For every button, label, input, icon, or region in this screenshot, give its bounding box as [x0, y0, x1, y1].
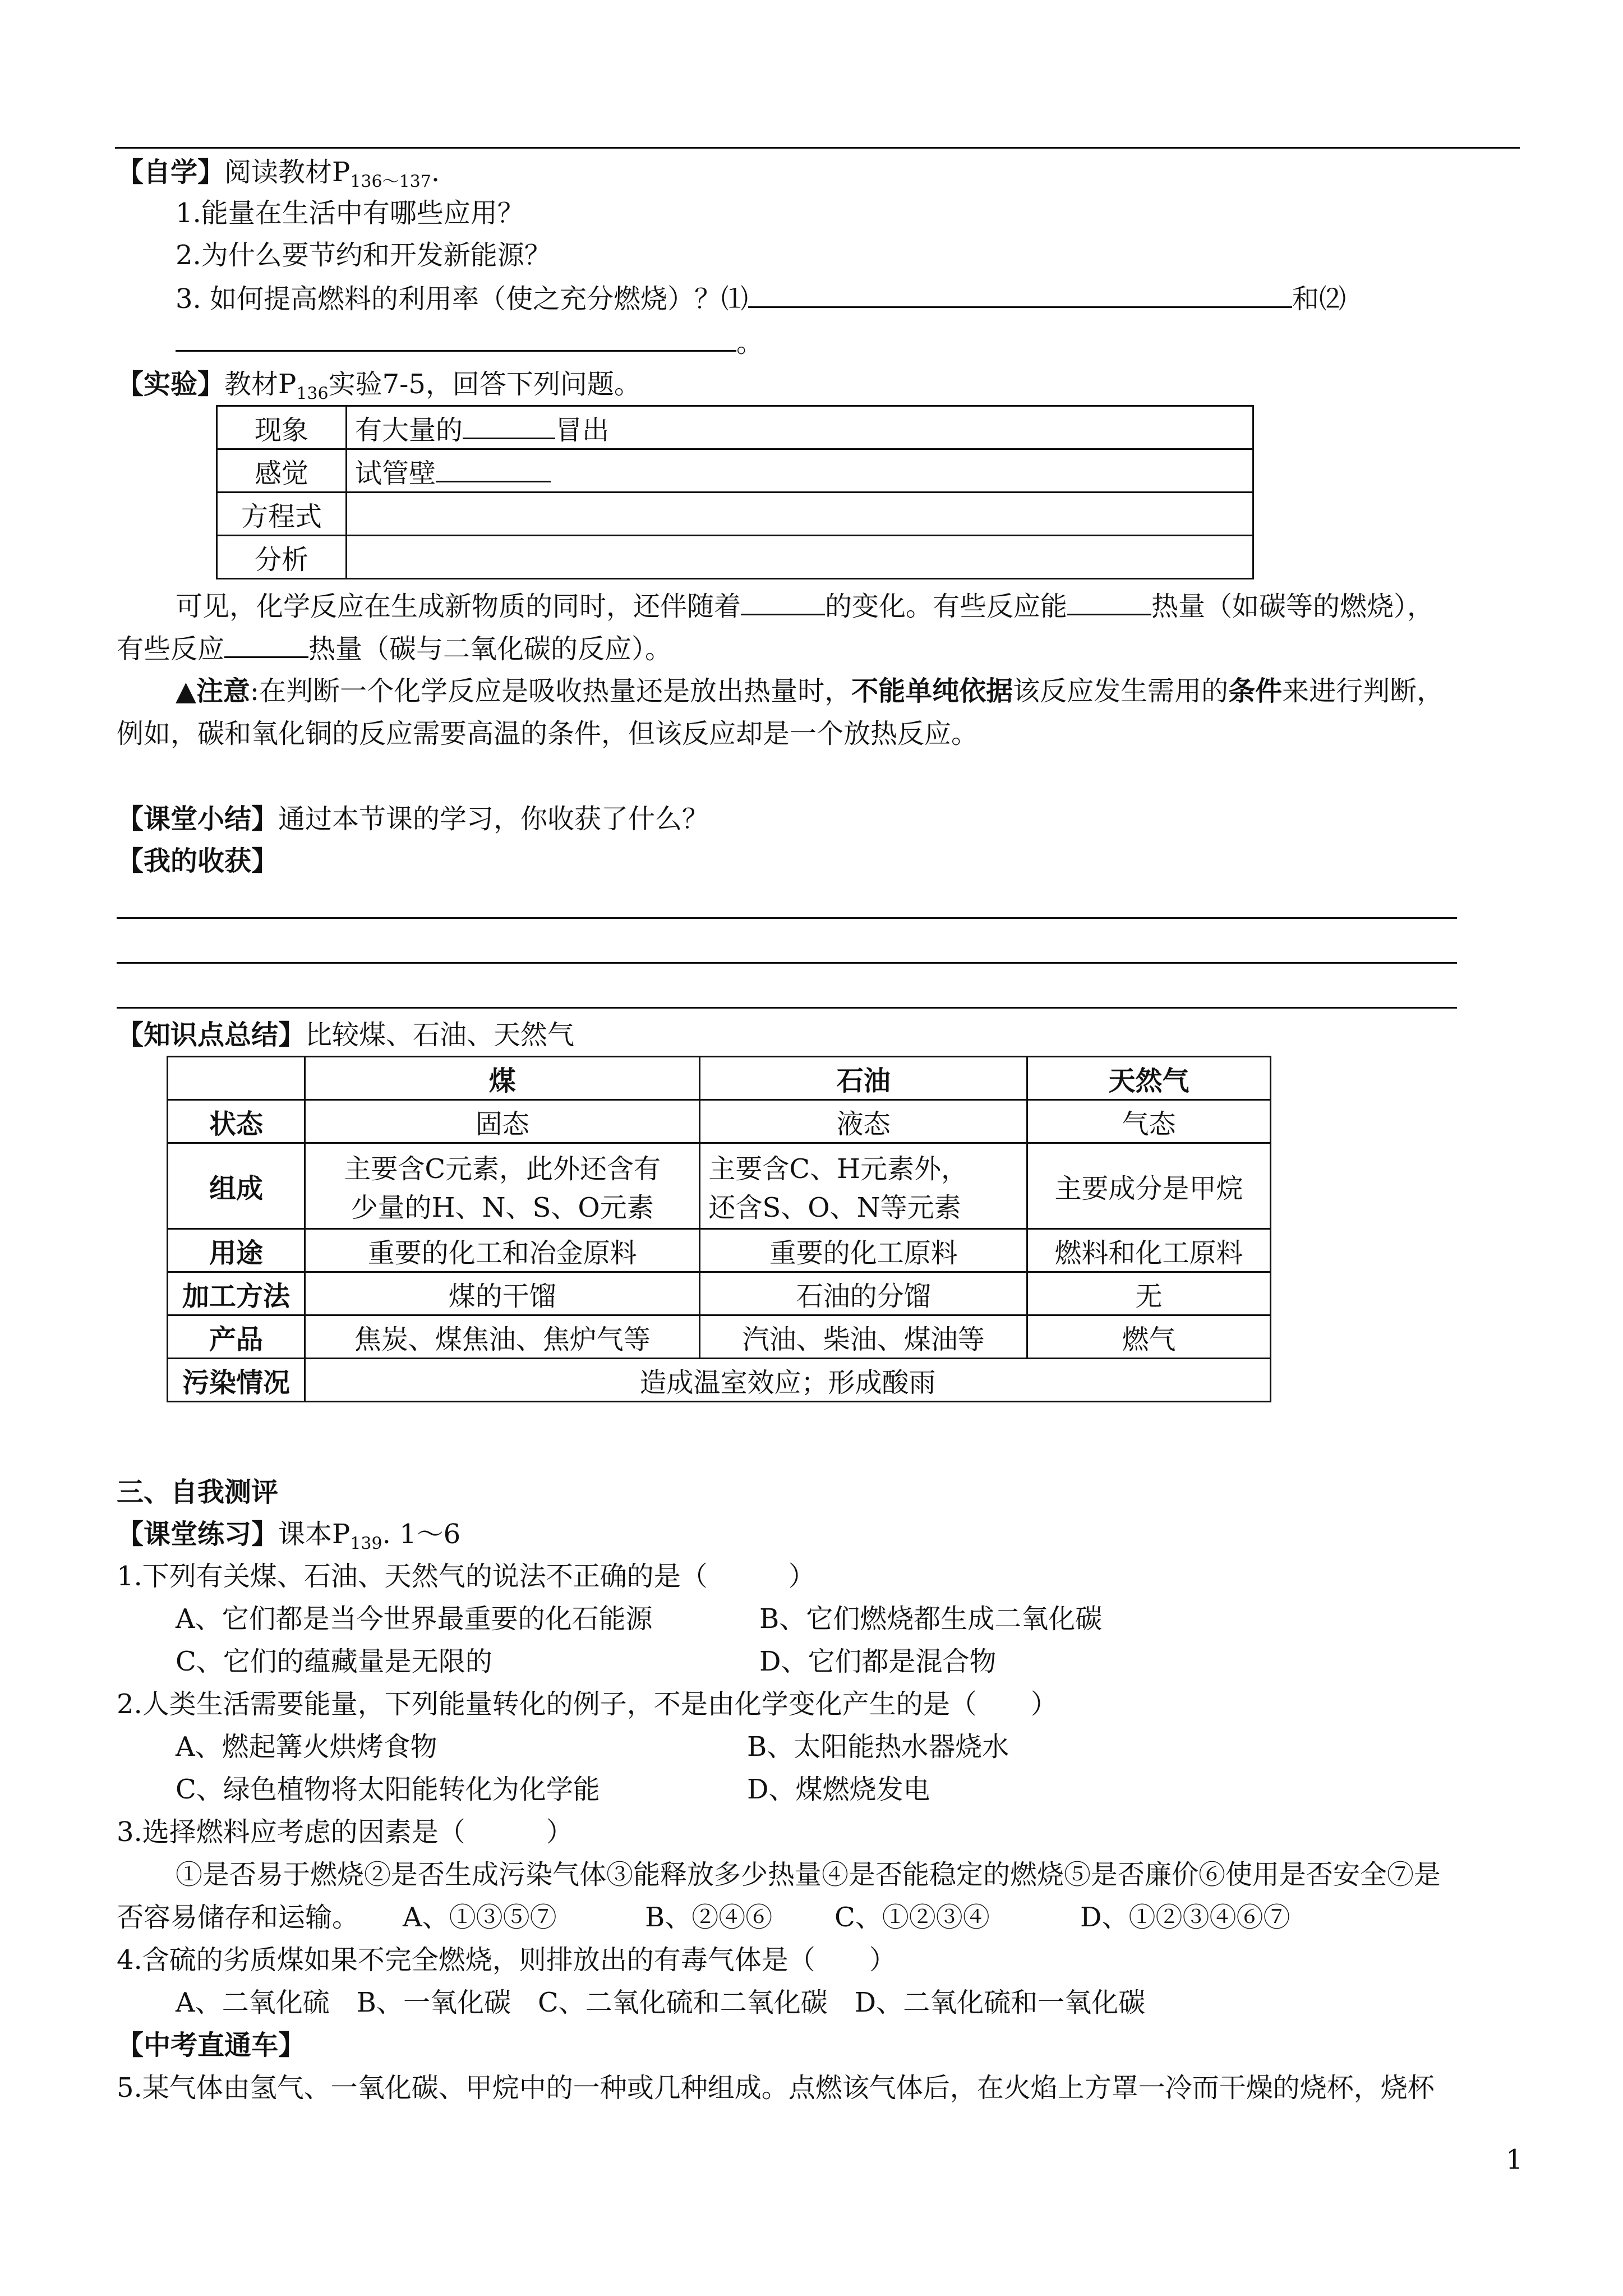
option[interactable]: D、①②③④⑥⑦: [1080, 1902, 1290, 1933]
answer-blank[interactable]: [224, 632, 308, 658]
option[interactable]: A、它们都是当今世界最重要的化石能源: [176, 1603, 653, 1635]
row-label: 用途: [168, 1229, 305, 1272]
experiment-intro-b: 实验7-5，回答下列问题。: [328, 369, 641, 400]
table-row: [168, 1272, 1271, 1315]
self-study-q3-text: 3. 如何提高燃料的利用率（使之充分燃烧）？⑴: [176, 283, 749, 315]
row-label: 产品: [168, 1315, 305, 1359]
question-4: 4.含硫的劣质煤如果不完全燃烧，则排放出的有毒气体是（ ）: [117, 1944, 896, 1976]
harvest-tag: 【我的收获】: [117, 845, 279, 877]
question-3: 3.选择燃料应考虑的因素是（ ）: [117, 1816, 573, 1848]
row-label: 组成: [168, 1143, 305, 1229]
note-tag: ▲注意: [176, 675, 250, 707]
option[interactable]: C、它们的蕴藏量是无限的: [176, 1646, 492, 1677]
table-cell: 重要的化工和冶金原料: [305, 1229, 700, 1272]
exam-tag: 【中考直通车】: [117, 2030, 306, 2061]
table-row: [168, 1229, 1271, 1272]
option[interactable]: B、②④⑥: [645, 1902, 773, 1933]
self-study-pages: 136～137: [350, 172, 431, 192]
self-study-q1: 1.能量在生活中有哪些应用？: [176, 197, 524, 229]
experiment-line: [117, 367, 641, 411]
self-study-q3: [176, 282, 1346, 316]
top-rule: [115, 147, 1520, 149]
answer-blank[interactable]: [436, 456, 551, 482]
answer-blank[interactable]: [741, 589, 825, 615]
section-heading: 三、自我测评: [117, 1476, 279, 1508]
table-cell[interactable]: [347, 536, 1253, 579]
table-cell: 气态: [1027, 1100, 1271, 1143]
knowledge-tag: 【知识点总结】: [117, 1019, 306, 1051]
question-3-factors-cont: 否容易储存和运输。: [117, 1902, 359, 1933]
table-cell: 主要成分是甲烷: [1027, 1143, 1271, 1229]
row-label: 方程式: [217, 493, 347, 536]
header-cell: 天然气: [1027, 1057, 1271, 1100]
self-study-q3-end: 。: [736, 327, 764, 358]
table-cell: 液态: [700, 1100, 1027, 1143]
writing-line[interactable]: [117, 1007, 1457, 1009]
table-row: [168, 1359, 1271, 1402]
table-row: [217, 536, 1253, 579]
experiment-page: 136: [296, 384, 329, 404]
table-cell: 造成温室效应；形成酸雨: [305, 1359, 1271, 1402]
note-line-2: 例如，碳和氧化铜的反应需要高温的条件，但该反应却是一个放热反应。: [117, 718, 979, 749]
question-3-factors: ①是否易于燃烧②是否生成污染气体③能释放多少热量④是否能稳定的燃烧⑤是否廉价⑥使用是否安全⑦是: [176, 1859, 1441, 1890]
self-study-intro: 阅读教材P: [224, 157, 351, 188]
table-cell: 试管壁: [347, 449, 1253, 493]
page-number: 1: [1506, 2144, 1523, 2175]
table-cell: 主要含C、H元素外， 还含S、O、N等元素: [700, 1143, 1027, 1229]
option[interactable]: C、①②③④: [834, 1902, 990, 1933]
option[interactable]: D、煤燃烧发电: [747, 1774, 930, 1805]
self-study-line: 【自学】阅读教材$P_{136\sim 137}$.: [117, 157, 440, 192]
table-cell: 固态: [305, 1100, 700, 1143]
row-label: 现象: [217, 406, 347, 449]
knowledge-table: [167, 1056, 1271, 1402]
table-cell: 煤的干馏: [305, 1272, 700, 1315]
table-cell: 有大量的 冒出: [347, 406, 1253, 449]
knowledge-line: 【知识点总结】比较煤、石油、天然气: [117, 1019, 575, 1051]
table-row: [168, 1315, 1271, 1359]
option[interactable]: A、燃起篝火烘烤食物: [176, 1731, 437, 1763]
self-study-tag: 【自学】: [117, 157, 225, 188]
table-row: [217, 449, 1253, 493]
row-label: 污染情况: [168, 1359, 305, 1402]
header-cell: [168, 1057, 305, 1100]
table-cell: 石油的分馏: [700, 1272, 1027, 1315]
table-cell: 焦炭、煤焦油、焦炉气等: [305, 1315, 700, 1359]
answer-blank[interactable]: [1067, 589, 1151, 615]
row-label: 感觉: [217, 449, 347, 493]
header-cell: 石油: [700, 1057, 1027, 1100]
table-cell: 燃料和化工原料: [1027, 1229, 1271, 1272]
table-header-row: [168, 1057, 1271, 1100]
header-cell: 煤: [305, 1057, 700, 1100]
table-cell: 主要含C元素，此外还含有 少量的H、N、S、O元素: [305, 1143, 700, 1229]
note-line-1: ▲注意:在判断一个化学反应是吸收热量还是放出热量时，不能单纯依据该反应发生需用的条件来进行判断，: [176, 675, 1444, 707]
option[interactable]: B、太阳能热水器烧水: [747, 1731, 1009, 1763]
row-label: 加工方法: [168, 1272, 305, 1315]
summary-tag: 【课堂小结】: [117, 803, 279, 835]
writing-line[interactable]: [117, 962, 1457, 964]
self-study-q3-and: 和⑵: [1292, 283, 1347, 315]
question-5: 5.某气体由氢气、一氧化碳、甲烷中的一种或几种组成。点燃该气体后，在火焰上方罩一冷而干燥的烧杯，烧杯: [117, 2072, 1435, 2104]
answer-blank[interactable]: [748, 282, 1292, 308]
question-1: 1.下列有关煤、石油、天然气的说法不正确的是（ ）: [117, 1561, 815, 1592]
table-cell[interactable]: [347, 493, 1253, 536]
conclusion-line-1: 可见，化学反应在生成新物质的同时，还伴随着 的变化。有些反应能 热量（如碳等的燃烧），: [176, 589, 1434, 623]
option[interactable]: B、它们燃烧都生成二氧化碳: [759, 1603, 1103, 1635]
table-row: [168, 1143, 1271, 1229]
option[interactable]: A、①③⑤⑦: [403, 1902, 557, 1933]
table-cell: 汽油、柴油、煤油等: [700, 1315, 1027, 1359]
option[interactable]: C、绿色植物将太阳能转化为化学能: [176, 1774, 600, 1805]
practice-tag: 【课堂练习】: [117, 1519, 279, 1550]
table-cell: 重要的化工原料: [700, 1229, 1027, 1272]
answer-blank[interactable]: [176, 325, 736, 352]
table-cell: 燃气: [1027, 1315, 1271, 1359]
summary-line: 【课堂小结】通过本节课的学习，你收获了什么？: [117, 803, 709, 835]
table-cell: 无: [1027, 1272, 1271, 1315]
experiment-table: [216, 405, 1254, 579]
table-row: [168, 1100, 1271, 1143]
conclusion-line-2: 有些反应 热量（碳与二氧化碳的反应）。: [117, 632, 672, 666]
experiment-intro: 教材P: [224, 369, 297, 400]
self-study-q2: 2.为什么要节约和开发新能源？: [176, 240, 551, 271]
table-row: [217, 406, 1253, 449]
row-label: 状态: [168, 1100, 305, 1143]
writing-line[interactable]: [117, 917, 1457, 919]
practice-line: 【课堂练习】课本$P_{139}$. 1～6: [117, 1519, 461, 1554]
experiment-tag: 【实验】: [117, 369, 225, 400]
question-4-options[interactable]: A、二氧化硫 B、一氧化碳 C、二氧化硫和二氧化碳 D、二氧化硫和一氧化碳: [176, 1987, 1146, 2018]
answer-blank[interactable]: [463, 413, 555, 439]
row-label: 分析: [217, 536, 347, 579]
option[interactable]: D、它们都是混合物: [759, 1646, 997, 1677]
self-study-q3-cont: [176, 325, 763, 360]
question-2: 2.人类生活需要能量，下列能量转化的例子，不是由化学变化产生的是（ ）: [117, 1688, 1058, 1720]
table-row: [217, 493, 1253, 536]
